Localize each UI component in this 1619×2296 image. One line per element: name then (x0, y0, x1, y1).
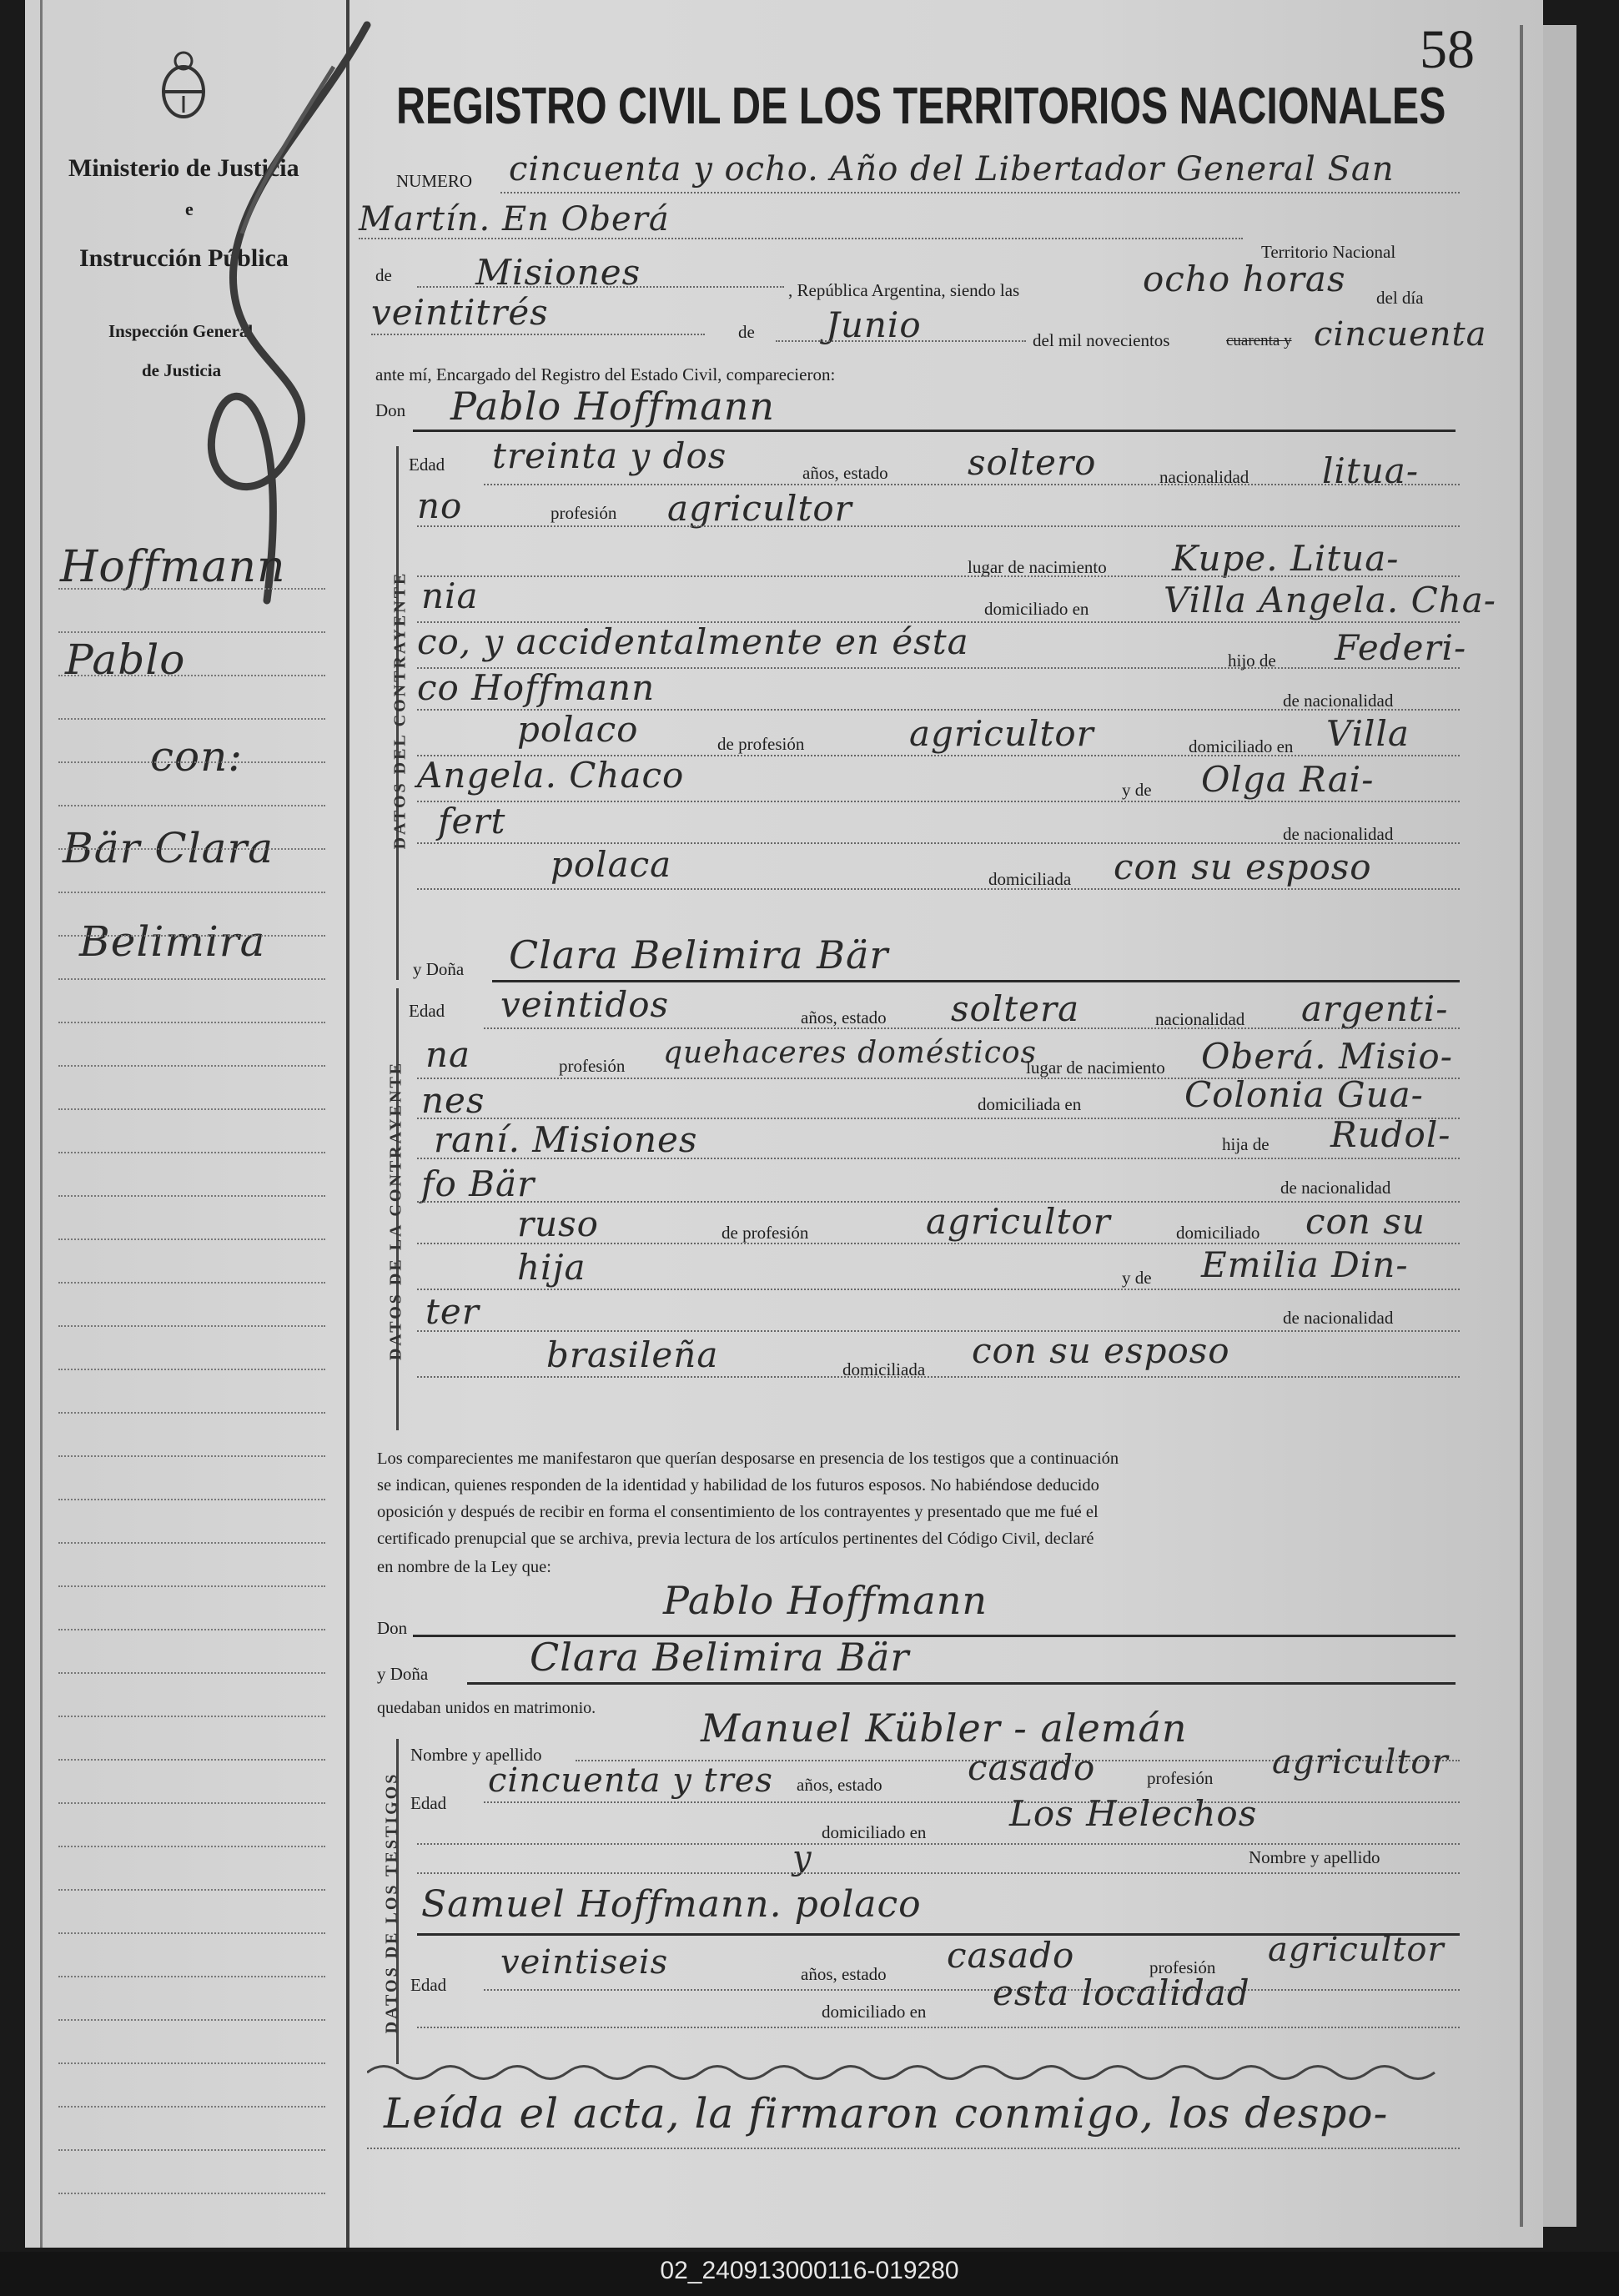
margin-ruled-line (58, 1412, 325, 1414)
t1-anos-label: años, estado (797, 1775, 882, 1795)
margin-ruled-line (58, 1325, 325, 1327)
t1-edad-label: Edad (410, 1793, 447, 1813)
del-dia-label: del día (1376, 288, 1424, 308)
decl-don-value: Pablo Hoffmann (663, 1578, 988, 1623)
c1-lugar-value: Kupe. Litua- (1172, 538, 1400, 579)
margin-ruled-line (58, 1195, 325, 1197)
decl-dona-value: Clara Belimira Bär (530, 1635, 910, 1680)
c2-madre-value: Emilia Din- (1201, 1244, 1409, 1285)
margin-ruled-line (58, 1542, 325, 1544)
c1-madre-value: Olga Rai- (1201, 759, 1375, 800)
c2-nac-value: argenti- (1301, 988, 1449, 1029)
footer-id: 02_240913000116-019280 (660, 2257, 959, 2284)
inspection-label-2: de Justicia (142, 360, 222, 380)
c2-madre-nac-label: de nacionalidad (1283, 1308, 1394, 1328)
document-title: REGISTRO CIVIL DE LOS TERRITORIOS NACIONALES (396, 78, 1446, 135)
margin-ruled-line (58, 1846, 325, 1847)
decl-don-label: Don (377, 1618, 408, 1638)
margin-ruled-line (58, 1455, 325, 1457)
margin-ruled-line (58, 1065, 325, 1067)
c2-edad-label: Edad (409, 1001, 445, 1021)
dona-label: y Doña (413, 959, 465, 979)
page-edge-line (1520, 25, 1523, 2227)
rule (371, 334, 705, 335)
margin-note-4: Bär Clara (63, 824, 274, 872)
margin-ruled-line (58, 1889, 325, 1891)
decl-dona-underline (467, 1682, 1456, 1685)
margin-mark (117, 17, 392, 617)
c2-nac-label: nacionalidad (1155, 1009, 1245, 1029)
c2-estado-value: soltera (951, 988, 1080, 1029)
ante-label: ante mí, Encargado del Registro del Estado Civil, comparecieron: (375, 364, 836, 384)
c1-padre-dom-label: domiciliado en (1189, 736, 1294, 756)
c2-madre-dom-label: domiciliada (842, 1359, 926, 1379)
rule (417, 1289, 1460, 1290)
c2-madre-value-2: ter (425, 1291, 480, 1332)
declaration-line-3: oposición y después de recibir en forma el consentimiento de los contrayentes y presentado que me fué el (377, 1503, 1099, 1521)
margin-ruled-line (58, 805, 325, 806)
t2-nombre-value: Samuel Hoffmann. polaco (421, 1883, 922, 1926)
margin-ruled-line (58, 1108, 325, 1110)
hora-value: ocho horas (1143, 259, 1346, 299)
margin-ruled-line (58, 2193, 325, 2194)
rule (417, 1330, 1460, 1332)
rule (484, 1027, 1460, 1029)
rule (417, 286, 784, 288)
c2-lugar-value: Oberá. Misio- (1201, 1036, 1453, 1077)
c1-padre-dom-value: Villa (1326, 713, 1410, 754)
t2-edad-value: veintiseis (500, 1943, 669, 1982)
margin-ruled-line (58, 978, 325, 980)
wavy-separator (367, 2060, 1460, 2085)
margin-ruled-line (58, 1629, 325, 1630)
t1-edad-value: cincuenta y tres (488, 1761, 773, 1800)
t1-nombre-value: Manuel Kübler - alemán (701, 1706, 1188, 1751)
de-label-2: de (738, 322, 755, 342)
t1-nombre-label: Nombre y apellido (410, 1745, 542, 1765)
rule (484, 1989, 1460, 1991)
c1-padre-nac-label: de nacionalidad (1283, 691, 1394, 711)
c2-padre-value: Rudol- (1330, 1114, 1451, 1155)
rule (367, 2148, 1460, 2149)
c2-nac-value-2: na (425, 1034, 471, 1075)
t1-prof-label: profesión (1147, 1768, 1214, 1788)
c2-lugar-label: lugar de nacimiento (1026, 1058, 1165, 1078)
c2-hija-label: hija de (1222, 1134, 1270, 1154)
republica-label: , República Argentina, siendo las (788, 280, 1020, 300)
margin-ruled-line (58, 2019, 325, 2021)
dona-underline (492, 980, 1460, 982)
margin-ruled-line (58, 1585, 325, 1587)
c2-dom-value: Colonia Gua- (1184, 1074, 1424, 1115)
rule (417, 2027, 1460, 2028)
margin-ruled-line (58, 1238, 325, 1240)
margin-note-2: Pablo (65, 636, 186, 684)
contrayente-2-side-label: DATOS DE LA CONTRAYENTE (386, 1060, 405, 1361)
margin-ruled-line (58, 892, 325, 893)
c1-madre-dom-value: con su esposo (1114, 847, 1372, 887)
rule (484, 484, 1460, 485)
c2-dom-label: domiciliada en (978, 1094, 1082, 1114)
t1-dom-value: Los Helechos (1009, 1793, 1258, 1834)
margin-ruled-line (58, 631, 325, 633)
rule (359, 238, 1243, 239)
territorio-label: Territorio Nacional (1261, 242, 1396, 262)
margin-note-1: Hoffmann (60, 542, 286, 592)
don-value: Pablo Hoffmann (450, 384, 775, 429)
inspection-label: Inspección General (108, 321, 254, 341)
rule (417, 575, 1460, 577)
margin-ruled-line (58, 935, 325, 937)
mes-value: Junio (826, 304, 922, 345)
ano-value: cincuenta (1314, 315, 1487, 354)
margin-ruled-line (58, 848, 325, 850)
t2-prof-label: profesión (1149, 1957, 1216, 1977)
c1-padre-value: Federi- (1335, 627, 1467, 668)
declaration-line-1: Los comparecientes me manifestaron que querían desposarse en presencia de los testigos que a continuación (377, 1449, 1119, 1468)
don-label: Don (375, 400, 406, 420)
margin-ruled-line (58, 1802, 325, 1804)
c2-padre-prof-label: de profesión (722, 1223, 809, 1243)
c1-prof-value: agricultor (667, 488, 852, 529)
margin-ruled-line (58, 2106, 325, 2108)
margin-ruled-line (58, 2062, 325, 2064)
margin-ruled-line (58, 1282, 325, 1284)
t2-nombre-label: Nombre y apellido (1249, 1847, 1380, 1867)
binding-line (40, 0, 43, 2248)
rule (417, 525, 1460, 527)
t2-edad-label: Edad (410, 1975, 447, 1995)
t1-prof-value: agricultor (1272, 1743, 1449, 1781)
contrayente-side-label: DATOS DEL CONTRAYENTE (390, 570, 410, 850)
t2-anos-label: años, estado (801, 1964, 887, 1984)
margin-ruled-line (58, 1672, 325, 1674)
decl-dona-label: y Doña (377, 1664, 429, 1684)
t2-dom-label: domiciliado en (822, 2002, 927, 2022)
c1-nac-label: nacionalidad (1159, 467, 1249, 487)
margin-ruled-line (58, 1759, 325, 1761)
rule (417, 801, 1460, 802)
page-edge (1543, 25, 1576, 2227)
rule (776, 340, 1026, 342)
ano-label: del mil novecientos (1033, 330, 1170, 350)
t1-estado-value: casado (968, 1747, 1096, 1788)
rule (417, 1376, 1460, 1378)
c1-edad-value: treinta y dos (492, 435, 727, 476)
ano-struck: cuarenta y (1226, 332, 1292, 349)
margin-note-3: con: (150, 732, 244, 781)
rule (417, 888, 1460, 890)
numero-value: cincuenta y ocho. Año del Libertador General San (509, 150, 1395, 188)
margin-ruled-line (58, 1716, 325, 1717)
margin-ruled-line (58, 1369, 325, 1370)
margin-ruled-line (58, 1499, 325, 1500)
margin-ruled-line (58, 718, 325, 720)
margin-ruled-line (58, 1932, 325, 1934)
c1-lugar-label: lugar de nacimiento (968, 557, 1107, 577)
c2-anos-label: años, estado (801, 1007, 887, 1027)
c2-dom-value-2: raní. Misiones (434, 1119, 698, 1160)
c2-madre-dom-value: con su esposo (972, 1330, 1230, 1371)
c2-y-de-label: y de (1122, 1268, 1152, 1288)
c1-lugar-value-2: nia (421, 575, 479, 616)
c1-padre-nac-value: polaco (517, 709, 639, 750)
margin-ruled-line (58, 588, 325, 590)
declaration-line-5: en nombre de la Ley que: (377, 1558, 551, 1576)
c1-estado-value: soltero (968, 442, 1097, 483)
c2-prof-label: profesión (559, 1056, 626, 1076)
c1-dom-value-2: co, y accidentalmente en ésta (417, 621, 969, 662)
ministry-label: Ministerio de Justicia (68, 154, 299, 182)
c1-madre-value-2: fert (438, 801, 506, 842)
c2-lugar-value-2: nes (421, 1080, 485, 1121)
numero-value-2: Martín. En Oberá (359, 200, 670, 239)
c1-nac-value-2: no (417, 485, 463, 526)
closing-text: Leída el acta, la firmaron conmigo, los despo- (384, 2089, 1389, 2138)
conjunction-label: e (185, 198, 194, 219)
rule (417, 1872, 1460, 1874)
c1-edad-label: Edad (409, 455, 445, 475)
margin-ruled-line (58, 675, 325, 676)
c2-prof-value: quehaceres domésticos (663, 1036, 1038, 1070)
instruction-label: Instrucción Pública (79, 244, 289, 272)
t2-dom-value: esta localidad (993, 1972, 1250, 2013)
margin-ruled-line (58, 1976, 325, 1977)
dia-value: veintitrés (371, 292, 549, 333)
t2-estado-value: casado (947, 1935, 1075, 1976)
c2-padre-prof-value: agricultor (926, 1201, 1111, 1242)
c1-dom-label: domiciliado en (984, 599, 1089, 619)
declaration-line-4: certificado prenupcial que se archiva, previa lectura de los artículos pertinentes del Código Civil, declaré (377, 1530, 1094, 1548)
testigos-side-label: DATOS DE LOS TESTIGOS (382, 1771, 401, 2034)
don-underline (413, 430, 1456, 432)
c1-madre-nac-value: polaca (551, 844, 672, 885)
rule (417, 1843, 1460, 1845)
de-label: de (375, 265, 392, 285)
c2-padre-nac-value: ruso (517, 1203, 599, 1244)
y-value: y (792, 1839, 812, 1877)
margin-ruled-line (58, 761, 325, 763)
t1-dom-label: domiciliado en (822, 1822, 927, 1842)
rule (417, 1158, 1460, 1159)
rule (500, 192, 1460, 193)
t2-prof-value: agricultor (1268, 1931, 1445, 1969)
c1-madre-dom-label: domiciliada (988, 869, 1072, 889)
territorio-value: Misiones (475, 252, 641, 293)
c2-padre-dom-value-2: hija (517, 1247, 586, 1288)
c1-y-de-label: y de (1122, 780, 1152, 800)
unidos-label: quedaban unidos en matrimonio. (377, 1699, 596, 1717)
c2-padre-dom-value: con su (1305, 1201, 1425, 1242)
c1-hijo-label: hijo de (1228, 651, 1276, 671)
c2-madre-nac-value: brasileña (546, 1334, 719, 1375)
c1-anos-label: años, estado (802, 463, 888, 483)
margin-ruled-line (58, 2149, 325, 2151)
c1-padre-value-2: co Hoffmann (417, 667, 656, 708)
c1-nac-value: litua- (1322, 450, 1420, 491)
dona-value: Clara Belimira Bär (509, 932, 889, 977)
rule (484, 1801, 1460, 1803)
margin-note-5: Belimira (79, 917, 266, 966)
c1-padre-prof-value: agricultor (909, 713, 1094, 754)
c1-prof-label: profesión (551, 503, 617, 523)
c2-padre-nac-label: de nacionalidad (1280, 1178, 1391, 1198)
page-number: 58 (1420, 19, 1475, 80)
c1-madre-nac-label: de nacionalidad (1283, 824, 1394, 844)
c1-padre-dom-value-2: Angela. Chaco (417, 755, 685, 796)
c2-padre-value-2: fo Bär (421, 1163, 535, 1204)
c1-padre-prof-label: de profesión (717, 734, 805, 754)
margin-ruled-line (58, 1022, 325, 1023)
declaration-line-2: se indican, quienes responden de la identidad y habilidad de los futuros esposos. No habiéndose deducido (377, 1476, 1099, 1495)
margin-ruled-line (58, 1152, 325, 1153)
numero-label: NUMERO (396, 171, 473, 191)
c2-edad-value: veintidos (500, 984, 670, 1025)
c1-dom-value: Villa Angela. Cha- (1164, 580, 1496, 620)
c2-padre-dom-label: domiciliado (1176, 1223, 1260, 1243)
